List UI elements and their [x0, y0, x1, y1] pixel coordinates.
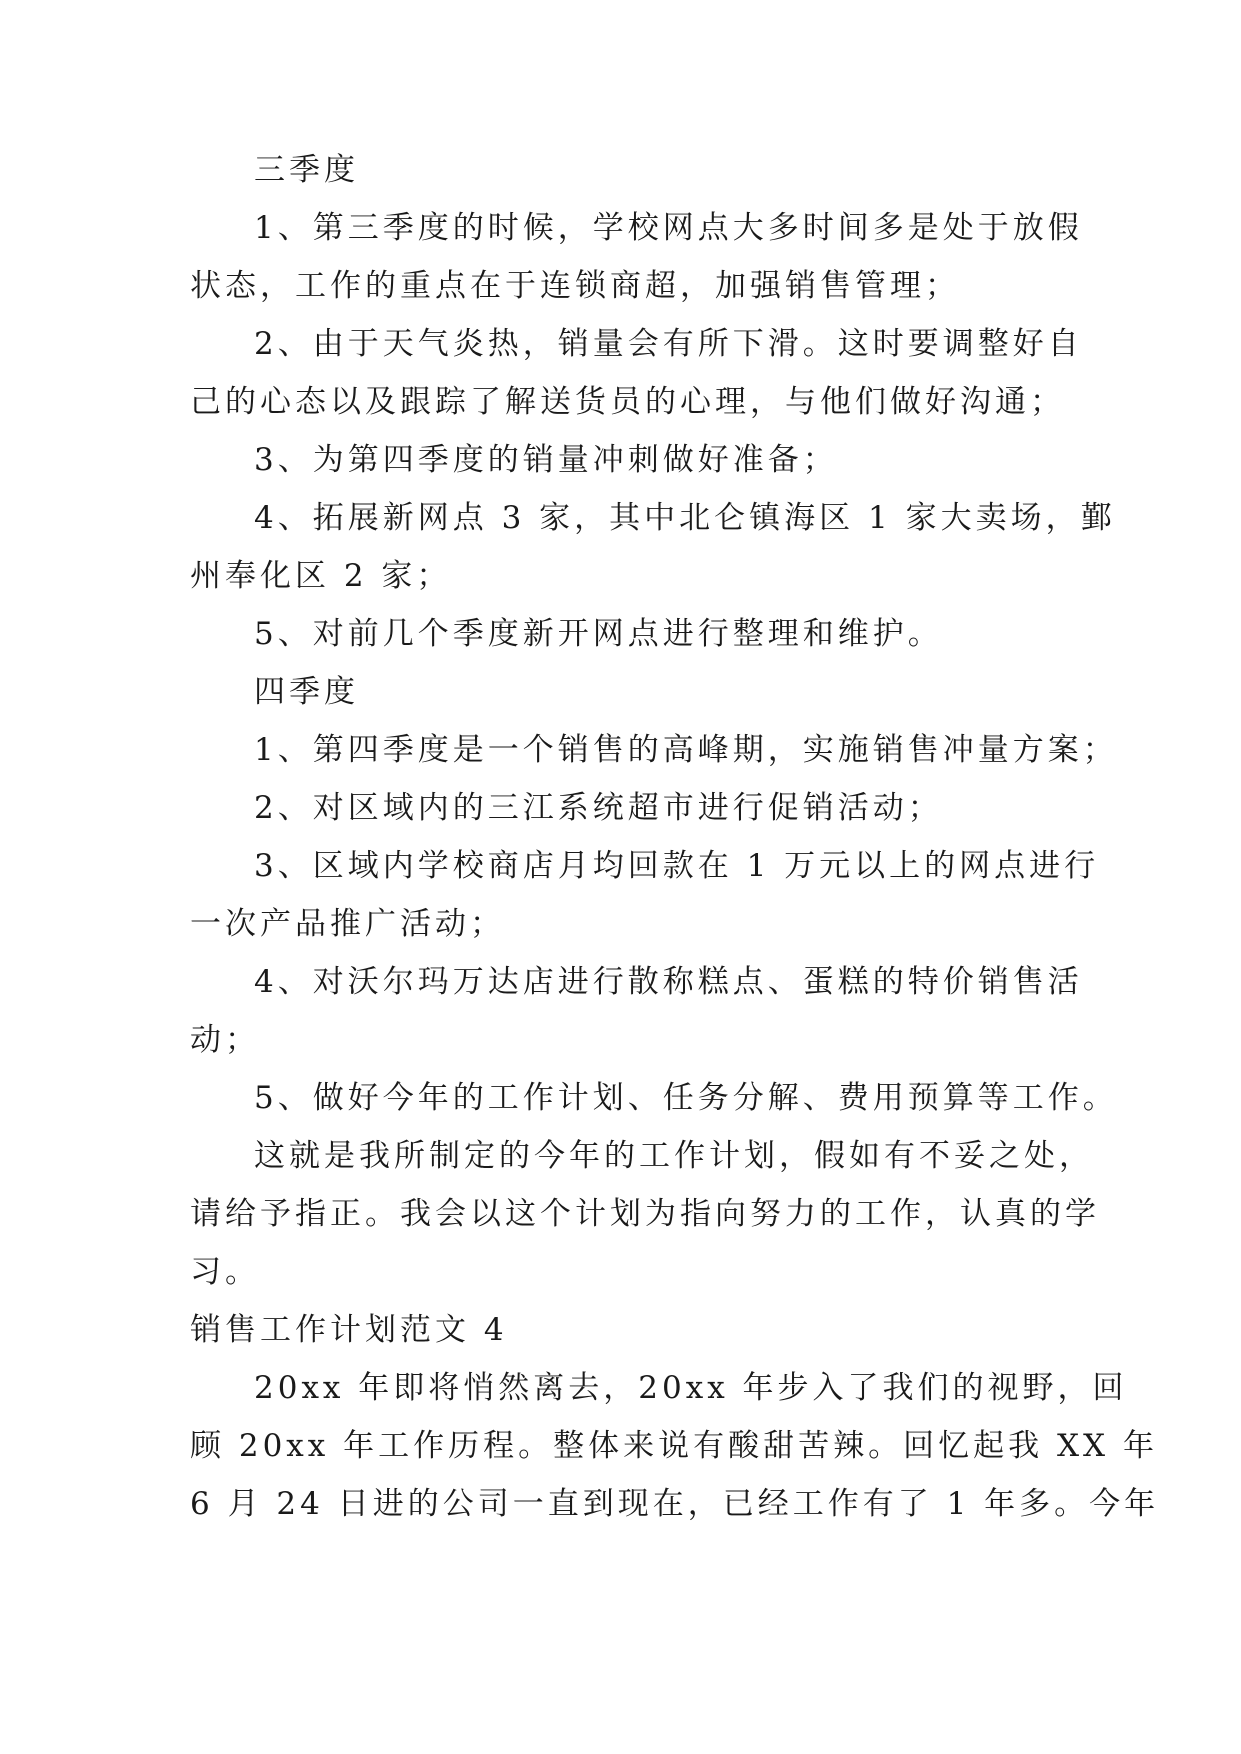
section-heading-q4: 四季度	[254, 674, 359, 710]
paragraph-line: 这就是我所制定的今年的工作计划，假如有不妥之处，	[254, 1138, 1094, 1174]
document-body	[190, 150, 1160, 1542]
paragraph-line: 1、第三季度的时候，学校网点大多时间多是处于放假	[254, 210, 1083, 246]
paragraph-line: 己的心态以及跟踪了解送货员的心理，与他们做好沟通；	[190, 384, 1065, 420]
paragraph-line: 6 月 24 日进的公司一直到现在，已经工作有了 1 年多。今年	[190, 1486, 1160, 1522]
paragraph-line: 动；	[190, 1022, 260, 1058]
paragraph-line: 4、拓展新网点 3 家，其中北仑镇海区 1 家大卖场，鄞	[254, 500, 1116, 536]
paragraph-line: 3、区域内学校商店月均回款在 1 万元以上的网点进行	[254, 848, 1100, 884]
paragraph-line: 州奉化区 2 家；	[190, 558, 452, 594]
paragraph-line: 习。	[190, 1254, 260, 1290]
paragraph-line: 2、对区域内的三江系统超市进行促销活动；	[254, 790, 943, 826]
paragraph-line: 5、对前几个季度新开网点进行整理和维护。	[254, 616, 943, 652]
article-title: 销售工作计划范文 4	[190, 1312, 508, 1348]
paragraph-line: 请给予指正。我会以这个计划为指向努力的工作，认真的学	[190, 1196, 1100, 1232]
paragraph-line: 3、为第四季度的销量冲刺做好准备；	[254, 442, 838, 478]
paragraph-line: 20xx 年即将悄然离去，20xx 年步入了我们的视野，回	[254, 1370, 1128, 1406]
paragraph-line: 4、对沃尔玛万达店进行散称糕点、蛋糕的特价销售活	[254, 964, 1083, 1000]
paragraph-line: 一次产品推广活动；	[190, 906, 505, 942]
paragraph-line: 顾 20xx 年工作历程。整体来说有酸甜苦辣。回忆起我 XX 年	[190, 1428, 1158, 1464]
section-heading-q3: 三季度	[254, 152, 359, 188]
paragraph-line: 状态，工作的重点在于连锁商超，加强销售管理；	[190, 268, 960, 304]
paragraph-line: 1、第四季度是一个销售的高峰期，实施销售冲量方案；	[254, 732, 1118, 768]
paragraph-line: 5、做好今年的工作计划、任务分解、费用预算等工作。	[254, 1080, 1118, 1116]
paragraph-line: 2、由于天气炎热，销量会有所下滑。这时要调整好自	[254, 326, 1083, 362]
